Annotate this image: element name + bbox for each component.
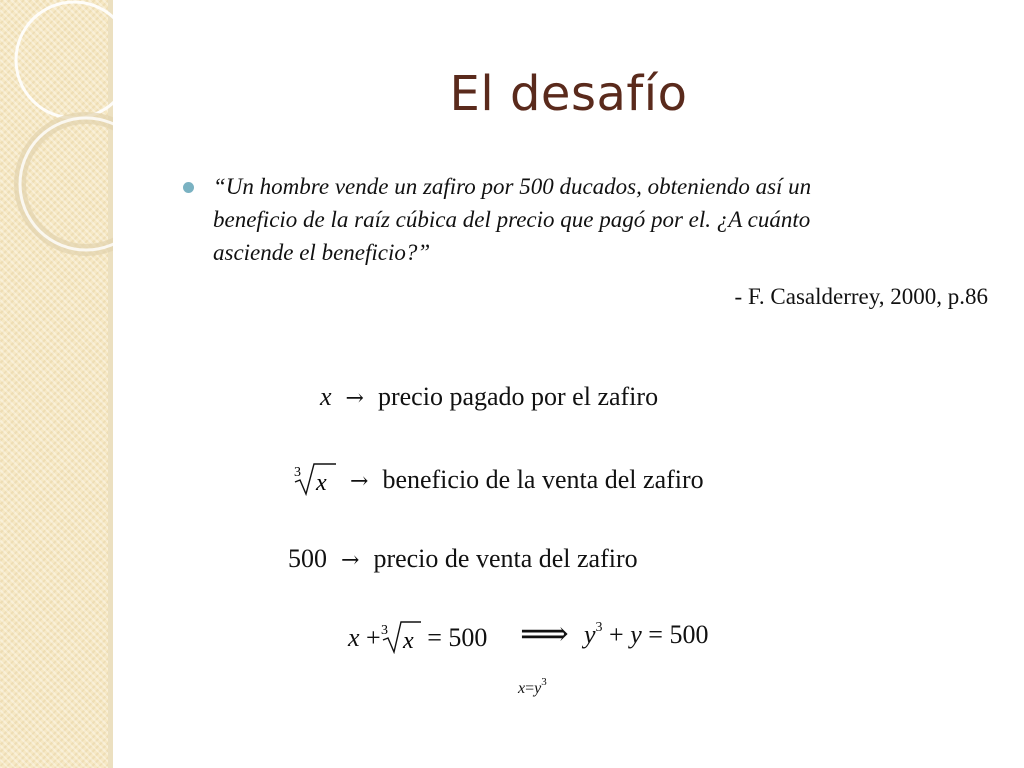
sub-y: y	[534, 680, 542, 697]
eq-plus: +	[366, 623, 381, 652]
definition-cube-root	[292, 462, 704, 496]
equation-original	[348, 620, 487, 654]
eq-value: 500	[448, 623, 488, 652]
eq-y: y	[584, 620, 596, 649]
definition-symbol: 500	[288, 544, 327, 573]
definition-text: precio pagado por el zafiro	[377, 382, 659, 411]
substitution-note	[518, 676, 547, 698]
definition-x	[320, 382, 658, 412]
quote-line-1: “Un hombre vende un zafiro por 500 ducados, obteniendo así un	[213, 174, 812, 199]
radical-sign	[380, 622, 421, 652]
implies-icon: ⟹	[520, 614, 569, 654]
decorative-sidebar	[0, 0, 113, 768]
definition-text: beneficio de la venta del zafiro	[382, 465, 704, 494]
sub-x: x	[518, 680, 526, 697]
sub-exponent: 3	[541, 676, 547, 688]
equation-transformed	[584, 620, 708, 650]
problem-quote	[213, 170, 973, 269]
definition-500	[288, 544, 638, 574]
root-index: 3	[294, 465, 301, 480]
sub-equals: =	[525, 680, 535, 697]
eq-equals: =	[648, 620, 663, 649]
quote-attribution: - F. Casalderrey, 2000, p.86	[734, 284, 988, 309]
radicand: x	[316, 470, 327, 496]
quote-line-3: asciende el beneficio?”	[213, 240, 431, 265]
definition-text: precio de venta del zafiro	[373, 544, 638, 573]
radicand: x	[402, 628, 414, 654]
cube-root-icon	[381, 620, 421, 654]
arrow-icon: →	[345, 386, 364, 411]
eq-equals: =	[427, 623, 442, 652]
arrow-icon: →	[350, 469, 369, 494]
bullet-icon	[183, 182, 194, 193]
eq-exponent: 3	[595, 620, 603, 635]
slide-title: El desafío	[449, 66, 688, 122]
eq-x: x	[348, 623, 360, 652]
deco-ring	[20, 118, 113, 250]
deco-circle-large	[16, 2, 113, 118]
cube-root-icon	[292, 462, 336, 496]
arrow-icon: →	[341, 548, 360, 573]
eq-value: 500	[669, 620, 709, 649]
quote-line-2: beneficio de la raíz cúbica del precio que pagó por el. ¿A cuánto	[213, 207, 811, 232]
decorative-circles	[0, 0, 113, 330]
eq-y: y	[630, 620, 642, 649]
root-index: 3	[380, 623, 388, 638]
definition-symbol: x	[320, 382, 332, 411]
eq-plus: +	[609, 620, 624, 649]
